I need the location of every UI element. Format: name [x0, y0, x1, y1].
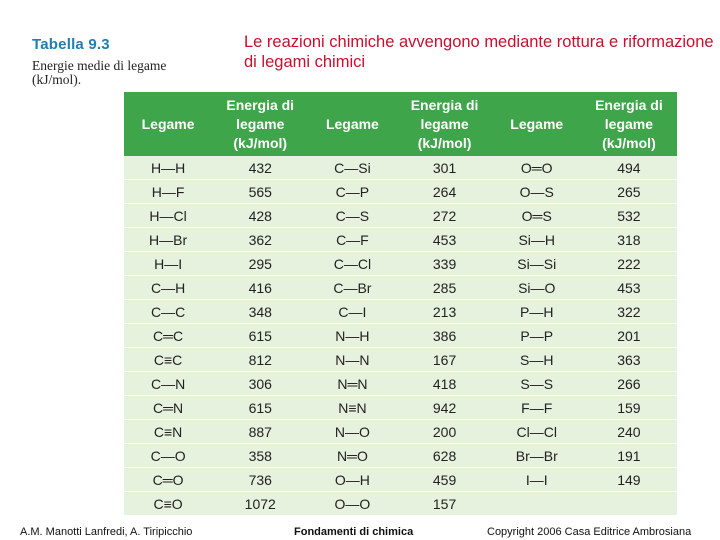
table-row	[124, 204, 677, 228]
bond-cell	[493, 492, 581, 516]
energy-cell: 453	[581, 276, 677, 300]
bond-cell: C—P	[308, 180, 396, 204]
table-row	[124, 444, 677, 468]
energy-cell: 812	[212, 348, 308, 372]
energy-cell: 736	[212, 468, 308, 492]
energy-cell: 887	[212, 420, 308, 444]
bond-cell: H—H	[124, 156, 212, 180]
bond-cell: H—Br	[124, 228, 212, 252]
energy-cell: 363	[581, 348, 677, 372]
energy-cell: 159	[581, 396, 677, 420]
bond-cell: N—N	[308, 348, 396, 372]
energy-cell: 240	[581, 420, 677, 444]
bond-cell: C—N	[124, 372, 212, 396]
energy-cell: 306	[212, 372, 308, 396]
bond-cell: Cl—Cl	[493, 420, 581, 444]
header-cell: Legame	[493, 92, 581, 156]
footer-authors: A.M. Manotti Lanfredi, A. Tiripicchio	[20, 526, 193, 538]
energy-cell: 615	[212, 396, 308, 420]
bond-cell: C—Br	[308, 276, 396, 300]
table-row	[124, 324, 677, 348]
energy-cell: 266	[581, 372, 677, 396]
caption-title: Tabella 9.3	[32, 36, 110, 53]
bond-cell: N═O	[308, 444, 396, 468]
bond-cell: O═S	[493, 204, 581, 228]
footer-book-title: Fondamenti di chimica	[294, 526, 414, 538]
energy-cell: 264	[396, 180, 492, 204]
header-cell: Legame	[124, 92, 212, 156]
bond-cell: C—I	[308, 300, 396, 324]
energy-cell: 386	[396, 324, 492, 348]
energy-cell: 453	[396, 228, 492, 252]
energy-cell: 628	[396, 444, 492, 468]
bond-cell: C≡O	[124, 492, 212, 516]
header-cell: Energia di legame (kJ/mol)	[212, 92, 308, 156]
energy-cell: 213	[396, 300, 492, 324]
bond-cell: C═O	[124, 468, 212, 492]
table-header-row	[124, 92, 677, 156]
bond-cell: C—C	[124, 300, 212, 324]
energy-cell: 149	[581, 468, 677, 492]
table-row	[124, 372, 677, 396]
bond-cell: C≡N	[124, 420, 212, 444]
bond-cell: N—H	[308, 324, 396, 348]
bond-cell: O—H	[308, 468, 396, 492]
energy-cell: 942	[396, 396, 492, 420]
bond-cell: H—Cl	[124, 204, 212, 228]
footer-copyright: Copyright 2006 Casa Editrice Ambrosiana	[487, 526, 692, 538]
energy-cell: 295	[212, 252, 308, 276]
header-cell: Legame	[308, 92, 396, 156]
bond-cell: C—S	[308, 204, 396, 228]
bond-cell: P—H	[493, 300, 581, 324]
energy-cell: 322	[581, 300, 677, 324]
energy-cell: 459	[396, 468, 492, 492]
bond-cell: N═N	[308, 372, 396, 396]
table-row	[124, 348, 677, 372]
bond-cell: S—H	[493, 348, 581, 372]
energy-cell: 362	[212, 228, 308, 252]
table-body	[124, 156, 677, 515]
bond-cell: Br—Br	[493, 444, 581, 468]
table-row	[124, 252, 677, 276]
bond-cell: N—O	[308, 420, 396, 444]
energy-cell: 167	[396, 348, 492, 372]
bond-cell: O—O	[308, 492, 396, 516]
bond-energy-table-container	[124, 92, 677, 512]
table-row	[124, 180, 677, 204]
bond-cell: S—S	[493, 372, 581, 396]
energy-cell: 416	[212, 276, 308, 300]
energy-cell: 318	[581, 228, 677, 252]
table-row	[124, 156, 677, 180]
bond-cell: C—H	[124, 276, 212, 300]
bond-cell: H—I	[124, 252, 212, 276]
bond-cell: C—Si	[308, 156, 396, 180]
table-caption	[32, 36, 202, 87]
bond-cell: C═C	[124, 324, 212, 348]
energy-cell: 272	[396, 204, 492, 228]
bond-cell: C—Cl	[308, 252, 396, 276]
bond-cell: O═O	[493, 156, 581, 180]
energy-cell: 222	[581, 252, 677, 276]
bond-cell: C—O	[124, 444, 212, 468]
energy-cell: 339	[396, 252, 492, 276]
energy-cell: 565	[212, 180, 308, 204]
table-row	[124, 468, 677, 492]
bond-cell: H—F	[124, 180, 212, 204]
energy-cell: 615	[212, 324, 308, 348]
table-row	[124, 492, 677, 516]
energy-cell: 428	[212, 204, 308, 228]
energy-cell: 432	[212, 156, 308, 180]
bond-cell: P—P	[493, 324, 581, 348]
bond-cell: F—F	[493, 396, 581, 420]
bond-cell: C—F	[308, 228, 396, 252]
energy-cell: 418	[396, 372, 492, 396]
bond-cell: Si—Si	[493, 252, 581, 276]
energy-cell: 532	[581, 204, 677, 228]
bond-cell: C≡C	[124, 348, 212, 372]
energy-cell: 1072	[212, 492, 308, 516]
energy-cell: 265	[581, 180, 677, 204]
energy-cell: 201	[581, 324, 677, 348]
table-row	[124, 300, 677, 324]
energy-cell: 348	[212, 300, 308, 324]
caption-description: Energie medie di legame (kJ/mol).	[32, 58, 167, 87]
table-row	[124, 228, 677, 252]
header-cell: Energia di legame (kJ/mol)	[581, 92, 677, 156]
energy-cell: 191	[581, 444, 677, 468]
energy-cell	[581, 492, 677, 516]
table-row	[124, 396, 677, 420]
bond-energy-table	[124, 92, 677, 515]
bond-cell: N≡N	[308, 396, 396, 420]
energy-cell: 358	[212, 444, 308, 468]
energy-cell: 157	[396, 492, 492, 516]
bond-cell: Si—H	[493, 228, 581, 252]
energy-cell: 301	[396, 156, 492, 180]
bond-cell: I—I	[493, 468, 581, 492]
energy-cell: 494	[581, 156, 677, 180]
bond-cell: C═N	[124, 396, 212, 420]
energy-cell: 200	[396, 420, 492, 444]
bond-cell: Si—O	[493, 276, 581, 300]
header-cell: Energia di legame (kJ/mol)	[396, 92, 492, 156]
energy-cell: 285	[396, 276, 492, 300]
bond-cell: O—S	[493, 180, 581, 204]
table-row	[124, 276, 677, 300]
table-row	[124, 420, 677, 444]
slide-headline: Le reazioni chimiche avvengono mediante rottura e riformazione di legami chimici	[244, 33, 714, 71]
